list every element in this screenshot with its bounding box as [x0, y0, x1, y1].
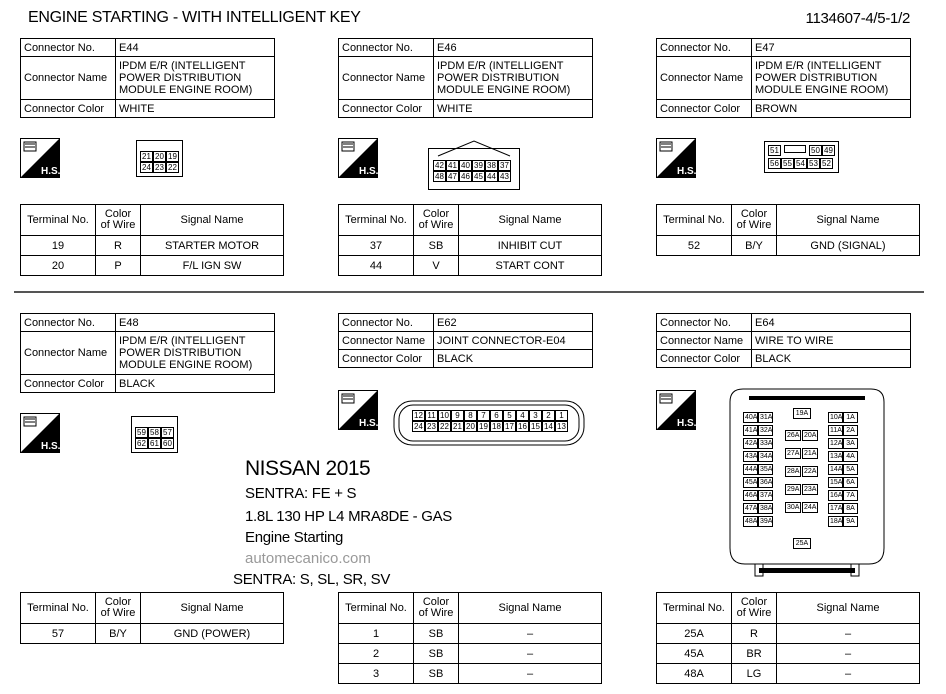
- pin-cell: 15A: [830, 479, 843, 486]
- pin-cell: 17A: [830, 505, 843, 512]
- trim-line: SENTRA: S, SL, SR, SV: [233, 571, 391, 588]
- pin-cell: 11: [425, 410, 438, 421]
- pin-cell: 16A: [830, 492, 843, 499]
- pin-cell: 6: [490, 410, 503, 421]
- svg-text:H.S.: H.S.: [41, 441, 60, 452]
- pin-cell: 61: [148, 438, 161, 449]
- table-row: 19 R STARTER MOTOR: [21, 236, 284, 256]
- pin-cell: 1: [555, 410, 568, 421]
- pin-cell: 13A: [830, 453, 843, 460]
- pin-cell: 22: [438, 421, 451, 432]
- pin-cell: 12: [412, 410, 425, 421]
- label-connector-color: Connector Color: [21, 100, 116, 118]
- pin-cell: 24: [140, 162, 153, 173]
- pin-cell: 46A: [745, 492, 758, 499]
- pin-cell: 43: [498, 171, 511, 182]
- table-row: 37 SB INHIBIT CUT: [339, 236, 602, 256]
- pin-cell: 41: [446, 160, 459, 171]
- pin-cell: 38A: [760, 505, 773, 512]
- harness-side-icon: [656, 138, 696, 183]
- pin-cell: 22A: [804, 468, 817, 475]
- pin-cell: 42A: [745, 440, 758, 447]
- pin-cell: 9A: [843, 516, 858, 527]
- pin-cell: 22: [166, 162, 179, 173]
- connector-table-e62: Connector No. E62 Connector Name JOINT CONNECTOR-E04 Connector Color BLACK: [338, 313, 593, 368]
- pin-cell: 45A: [745, 479, 758, 486]
- terminal-table-e48: Terminal No. Color of Wire Signal Name 57 B/Y GND (POWER): [20, 592, 284, 644]
- pin-cell: 45: [472, 171, 485, 182]
- harness-side-icon: [20, 413, 60, 458]
- pin-cell: 42: [433, 160, 446, 171]
- engine-line: 1.8L 130 HP L4 MRA8DE - GAS: [245, 508, 453, 525]
- svg-text:H.S.: H.S.: [359, 166, 378, 177]
- header-terminal: Terminal No.: [21, 205, 96, 236]
- table-row: 1 SB –: [339, 624, 602, 644]
- pin-cell: 57: [161, 427, 174, 438]
- pin-cell: 7: [477, 410, 490, 421]
- pin-cell: 8: [464, 410, 477, 421]
- pin-cell: 40A: [745, 414, 758, 421]
- pin-cell: 60: [161, 438, 174, 449]
- connector-face-e48: [131, 416, 178, 453]
- pin-cell: 48: [433, 171, 446, 182]
- pin-cell: 37A: [760, 492, 773, 499]
- header-signal: Signal Name: [141, 205, 284, 236]
- connector-table-e47: Connector No. E47 Connector Name IPDM E/R (INTELLIGENT POWER DISTRIBUTION MODULE ENGINE ROOM) Connector Color BROWN: [656, 38, 911, 118]
- svg-text:H.S.: H.S.: [677, 418, 696, 429]
- pin-cell: 17: [503, 421, 516, 432]
- system-line: Engine Starting: [245, 529, 344, 546]
- svg-text:H.S.: H.S.: [41, 166, 60, 177]
- connector-face-e44: [136, 140, 183, 177]
- harness-side-icon: [20, 138, 60, 183]
- pin-cell: 18A: [830, 518, 843, 525]
- table-row: 2 SB –: [339, 644, 602, 664]
- harness-side-icon: [338, 138, 378, 183]
- table-row: 3 SB –: [339, 664, 602, 684]
- pin-cell: 44: [485, 171, 498, 182]
- pin-cell: 3A: [843, 438, 858, 449]
- connector-face-e62: [393, 400, 585, 446]
- header-color: Color of Wire: [96, 205, 141, 236]
- pin-cell: 2: [542, 410, 555, 421]
- pin-cell: 23: [425, 421, 438, 432]
- connector-face-e64: 40A 31A 41A 32A 42A 33A 43A 34A 44A 35A 45A 36A 46A 37A 47A 38A 48A 39A 19A 26A 20A 27A 21A 28A 22A 29A 23A 30A 24A 25A 10A 1A 11A 2A 12A 3A 13A 4A 14A 5A 15A 6A 16A 7A 17A 8A 18A 9A: [729, 388, 885, 578]
- pin-cell: 4A: [843, 451, 858, 462]
- pin-cell: 29A: [787, 486, 800, 493]
- label-connector-no: Connector No.: [21, 39, 116, 57]
- pin-cell: 21A: [804, 450, 817, 457]
- pin-cell: 23: [153, 162, 166, 173]
- svg-text:H.S.: H.S.: [359, 418, 378, 429]
- pin-cell: 21: [140, 151, 153, 162]
- pin-cell: 6A: [843, 477, 858, 488]
- table-row: 44 V START CONT: [339, 256, 602, 276]
- pin-cell: 1A: [843, 412, 858, 423]
- terminal-table-e64: Terminal No. Color of Wire Signal Name 25A R – 45A BR – 48A LG –: [656, 592, 920, 684]
- pin-cell: 20A: [804, 432, 817, 439]
- pin-cell: 18: [490, 421, 503, 432]
- label-connector-name: Connector Name: [21, 57, 116, 100]
- model-line: SENTRA: FE + S: [245, 485, 357, 502]
- pin-cell: 39: [472, 160, 485, 171]
- table-row: 48A LG –: [657, 664, 920, 684]
- table-row: 45A BR –: [657, 644, 920, 664]
- table-row: 52 B/Y GND (SIGNAL): [657, 236, 920, 256]
- pin-cell: 28A: [787, 468, 800, 475]
- terminal-table-e44: [20, 204, 284, 276]
- pin-cell: 44A: [745, 466, 758, 473]
- pin-cell: 40: [459, 160, 472, 171]
- pin-cell: 30A: [787, 504, 800, 511]
- pin-cell: 14A: [830, 466, 843, 473]
- pin-cell: 41A: [745, 427, 758, 434]
- pin-cell: 31A: [760, 414, 773, 421]
- harness-side-icon: [656, 390, 696, 435]
- connector-color-value: WHITE: [116, 100, 275, 118]
- connector-table-e48: Connector No. E48 Connector Name IPDM E/R (INTELLIGENT POWER DISTRIBUTION MODULE ENGINE ROOM) Connector Color BLACK: [20, 313, 275, 393]
- connector-table-e64: Connector No. E64 Connector Name WIRE TO WIRE Connector Color BLACK: [656, 313, 911, 368]
- table-row: 25A R –: [657, 624, 920, 644]
- pin-cell: 19: [166, 151, 179, 162]
- pin-cell: 36A: [760, 479, 773, 486]
- pin-cell: 10: [438, 410, 451, 421]
- pin-cell: 24A: [804, 504, 817, 511]
- pin-cell: 38: [485, 160, 498, 171]
- table-row: 57 B/Y GND (POWER): [21, 624, 284, 644]
- pin-cell: 10A: [830, 414, 843, 421]
- watermark[interactable]: automecanico.com: [245, 550, 371, 567]
- pin-cell: 35A: [760, 466, 773, 473]
- pin-cell: 27A: [787, 450, 800, 457]
- pin-cell: 12A: [830, 440, 843, 447]
- connector-no-value: E44: [116, 39, 275, 57]
- pin-cell: 16: [516, 421, 529, 432]
- terminal-table-e47: Terminal No. Color of Wire Signal Name 52 B/Y GND (SIGNAL): [656, 204, 920, 256]
- pin-cell: 34A: [760, 453, 773, 460]
- page-title: ENGINE STARTING - WITH INTELLIGENT KEY: [28, 9, 361, 26]
- pin-cell: 5: [503, 410, 516, 421]
- terminal-table-e62: Terminal No. Color of Wire Signal Name 1 SB – 2 SB – 3 SB –: [338, 592, 602, 684]
- pin-cell: 8A: [843, 503, 858, 514]
- pin-cell: 14: [542, 421, 555, 432]
- pin-cell: 7A: [843, 490, 858, 501]
- pin-cell: 59: [135, 427, 148, 438]
- pin-cell: 20: [464, 421, 477, 432]
- pin-cell: 21: [451, 421, 464, 432]
- pin-cell: 13: [555, 421, 568, 432]
- harness-side-icon: [338, 390, 378, 435]
- connector-face-e47: 51 50 49 56 55 54 53 52: [764, 141, 839, 173]
- connector-name-value: IPDM E/R (INTELLIGENT POWER DISTRIBUTION MODULE ENGINE ROOM): [116, 57, 275, 100]
- pin-cell: 3: [529, 410, 542, 421]
- svg-text:H.S.: H.S.: [677, 166, 696, 177]
- pin-cell: 62: [135, 438, 148, 449]
- pin-cell: 9: [451, 410, 464, 421]
- pin-cell: 33A: [760, 440, 773, 447]
- pin-cell: 39A: [760, 518, 773, 525]
- pin-cell: 11A: [830, 427, 842, 434]
- connector-table-e46: Connector No. E46 Connector Name IPDM E/R (INTELLIGENT POWER DISTRIBUTION MODULE ENGINE ROOM) Connector Color WHITE: [338, 38, 593, 118]
- pin-cell: 48A: [745, 518, 758, 525]
- pin-cell: 2A: [843, 425, 858, 436]
- pin-cell: 4: [516, 410, 529, 421]
- pin-cell: 19: [477, 421, 490, 432]
- terminal-table-e46: Terminal No. Color of Wire Signal Name 37 SB INHIBIT CUT 44 V START CONT: [338, 204, 602, 276]
- section-divider: [14, 291, 924, 293]
- pin-cell: 26A: [787, 432, 800, 439]
- pin-cell: 15: [529, 421, 542, 432]
- pin-cell: 20: [153, 151, 166, 162]
- pin-cell: 37: [498, 160, 511, 171]
- pin-cell: 58: [148, 427, 161, 438]
- connector-face-e46: [428, 140, 520, 190]
- pin-cell: 32A: [760, 427, 773, 434]
- table-row: 20 P F/L IGN SW: [21, 256, 284, 276]
- pin-cell: 47A: [745, 505, 758, 512]
- pin-cell: 43A: [745, 453, 758, 460]
- connector-table-e44: [20, 38, 275, 118]
- pin-cell: 23A: [804, 486, 817, 493]
- pin-cell: 46: [459, 171, 472, 182]
- diagram-code: 1134607-4/5-1/2: [805, 10, 910, 27]
- pin-cell: 5A: [843, 464, 858, 475]
- pin-cell: 24: [412, 421, 425, 432]
- pin-cell: 47: [446, 171, 459, 182]
- brand-title: NISSAN 2015: [245, 457, 371, 480]
